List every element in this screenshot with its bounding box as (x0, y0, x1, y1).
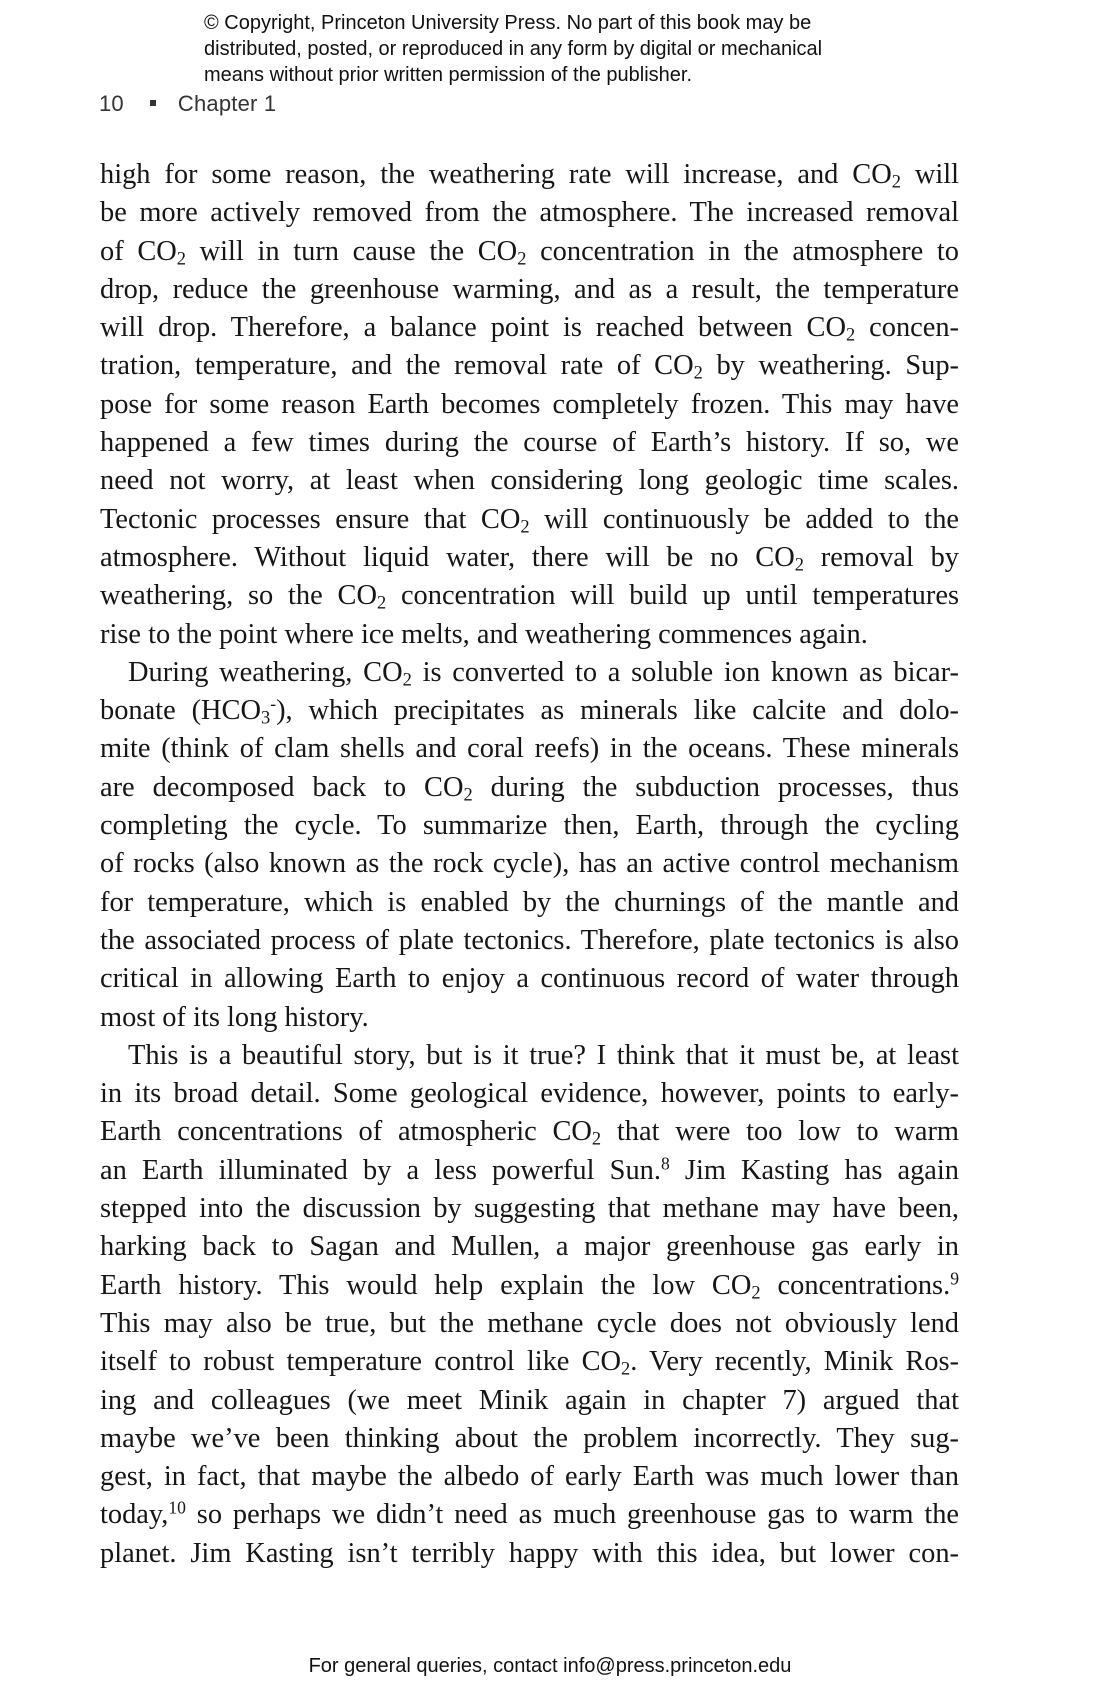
text-line: weathering, so the $CO_2$ concentration will build up until temperatures (100, 580, 959, 613)
body-text (100, 156, 959, 1573)
text-line: are decomposed back to $CO_2$ during the subduction processes, thus (100, 771, 959, 805)
text-line: harking back to Sagan and Mullen, a major greenhouse gas early in (100, 1231, 959, 1263)
running-head (99, 91, 276, 117)
text-line: stepped into the discussion by suggesting that methane may have been, (100, 1193, 959, 1225)
text-line: most of its long history. (100, 1001, 369, 1033)
chapter-label: Chapter 1 (177, 91, 277, 116)
page-number: 10 (99, 91, 124, 116)
text-line: maybe we’ve been thinking about the problem incorrectly. They sug- (100, 1422, 959, 1454)
text-line: happened a few times during the course of Earth’s history. If so, we (100, 427, 959, 459)
text-line: During weathering, $CO_2$ is converted to a soluble ion known as bicar- (128, 656, 959, 690)
text-line: will drop. Therefore, a balance point is reached between $CO_2$ concen- (100, 312, 959, 345)
text-line: high for some reason, the weathering rate will increase, and $CO_2$ will (100, 159, 960, 192)
text-line: of $CO_2$ will in turn cause the $CO_2$ concentration in the atmosphere to (100, 235, 959, 269)
footer-contact: For general queries, contact info@press.princeton.edu (308, 1655, 792, 1677)
text-line: ing and colleagues (we meet Minik again in chapter 7) argued that (100, 1384, 959, 1416)
text-line: planet. Jim Kasting isn’t terribly happy with this idea, but lower con- (100, 1537, 959, 1569)
text-line: Tectonic processes ensure that $CO_2$ will continuously be added to the (100, 503, 959, 537)
text-line: itself to robust temperature control like $CO_2$. Very recently, Minik Ros- (100, 1346, 959, 1379)
text-line: be more actively removed from the atmosphere. The increased removal (100, 197, 959, 229)
text-line: today,$^{10}$ so perhaps we didn’t need as much greenhouse gas to warm the (100, 1497, 959, 1531)
text-line: of rocks (also known as the rock cycle), has an active control mechanism (100, 848, 959, 880)
text-line: bonate $(HCO_3^-)$, which precipitates as minerals like calcite and dolo- (100, 693, 959, 728)
text-line: This is a beautiful story, but is it true? I think that it must be, at least (128, 1039, 959, 1071)
copyright-line: means without prior written permission of the publisher. (204, 64, 693, 86)
text-line: Earth history. This would help explain the low $CO_2$ concentrations.$^9$ (100, 1267, 959, 1303)
copyright-line: © Copyright, Princeton University Press. No part of this book may be (204, 12, 812, 34)
copyright-notice (204, 10, 964, 88)
copyright-line: distributed, posted, or reproduced in any form by digital or mechanical (204, 38, 823, 60)
text-line: tration, temperature, and the removal rate of $CO_2$ by weathering. Sup- (100, 350, 959, 384)
bullet-separator-icon (150, 100, 156, 106)
text-line: pose for some reason Earth becomes completely frozen. This may have (100, 388, 959, 420)
text-line: the associated process of plate tectonics. Therefore, plate tectonics is also (100, 924, 959, 956)
text-line: in its broad detail. Some geological evidence, however, points to early- (100, 1078, 959, 1110)
text-line: atmosphere. Without liquid water, there will be no $CO_2$ removal by (100, 541, 959, 575)
text-line: This may also be true, but the methane cycle does not obviously lend (100, 1307, 959, 1339)
text-line: rise to the point where ice melts, and weathering commences again. (100, 618, 868, 650)
text-line: mite (think of clam shells and coral reefs) in the oceans. These minerals (100, 733, 959, 765)
text-line: drop, reduce the greenhouse warming, and as a result, the temperature (100, 273, 959, 305)
text-line: for temperature, which is enabled by the churnings of the mantle and (100, 886, 959, 918)
text-line: an Earth illuminated by a less powerful Sun.$^8$ Jim Kasting has again (100, 1153, 959, 1186)
text-line: completing the cycle. To summarize then, Earth, through the cycling (100, 810, 959, 842)
text-line: critical in allowing Earth to enjoy a continuous record of water through (100, 963, 959, 995)
text-line: gest, in fact, that maybe the albedo of early Earth was much lower than (100, 1461, 959, 1493)
text-line: need not worry, at least when considering long geologic time scales. (100, 465, 959, 497)
text-line: Earth concentrations of atmospheric $CO_2$ that were too low to warm (100, 1116, 959, 1150)
